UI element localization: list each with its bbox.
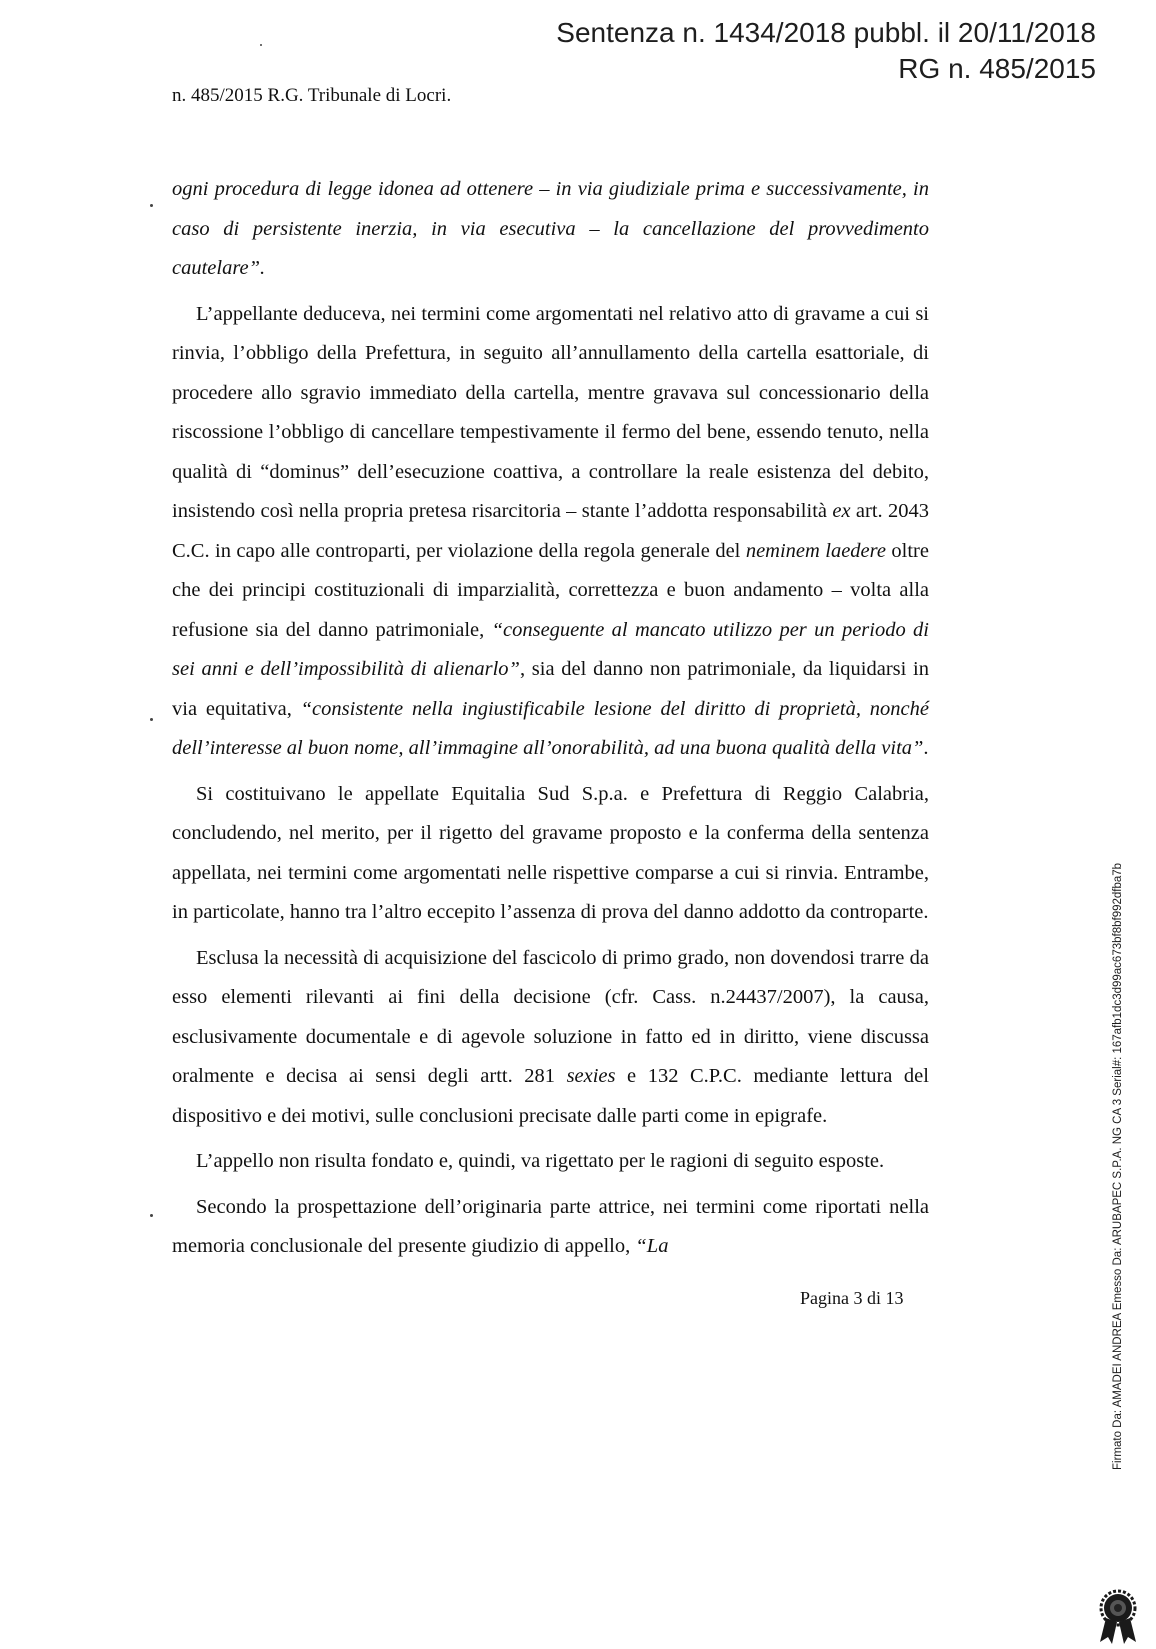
paragraph-2-ex: ex	[832, 500, 851, 522]
page-number: Pagina 3 di 13	[800, 1288, 904, 1308]
scan-speck	[150, 204, 153, 207]
sentence-stamp-line2: RG n. 485/2015	[898, 53, 1096, 84]
paragraph-4-sexies: sexies	[566, 1065, 616, 1087]
digital-signature-text: Firmato Da: AMADEI ANDREA Emesso Da: ARUBAPEC S.P.A. NG CA 3 Serial#: 167afb1dc3d99ac673bf8bf992dfba7b	[1112, 862, 1124, 1470]
digital-signature-seal-icon	[1092, 1588, 1144, 1646]
paragraph-5: L’appello non risulta fondato e, quindi, va rigettato per le ragioni di seguito esposte.	[196, 1150, 885, 1172]
paragraph-6-quote-start: “La	[635, 1235, 669, 1257]
paragraph-2-neminem: neminem laedere	[745, 539, 886, 562]
case-reference-header: n. 485/2015 R.G. Tribunale di Locri.	[172, 85, 452, 106]
paragraph-2	[172, 295, 929, 769]
scan-speck	[260, 44, 262, 46]
paragraph-2-text-e: oltre che dei principi costituzionali di imparzialità, correttezza e buon andamento – volta alla refusione sia del danno patrimoniale,	[172, 539, 929, 641]
paragraph-4	[172, 939, 929, 1137]
paragraph-1	[172, 170, 929, 289]
paragraph-2-text-i: .	[923, 737, 929, 759]
scan-speck	[150, 1214, 153, 1217]
paragraph-2-text-a: L’appellante deduceva, nei termini come argomentati nel relativo atto di gravame a cui si rinvia, l’obbligo della Prefettura, in seguito all’annullamento della cartella esattoriale, di procedere allo sgravio immediato della cartella, mentre gravava sul concessionario della riscossione l’obbligo di cancellare tempestivamente il fermo del bene, essendo tenuto, nella qualità di “dominus” dell’esecuzione coattiva, a controllare la reale esistenza del debito, insistendo così nella propria pretesa risarcitoria – stante l’addotta responsabilità	[172, 302, 929, 522]
paragraph-4-text-a: Esclusa la necessità di acquisizione del fascicolo di primo grado, non dovendosi trarre da esso elementi rilevanti ai fini della decisione (cfr. Cass. n.24437/2007), la causa, esclusivamente documentale e di agevole soluzione in fatto ed in diritto, viene discussa oralmente e decisa ai sensi degli artt. 281	[172, 946, 929, 1087]
paragraph-3: Si costituivano le appellate Equitalia Sud S.p.a. e Prefettura di Reggio Calabria, concludendo, nel merito, per il rigetto del gravame proposto e la conferma della sentenza appellata, nei termini come argomentati nelle rispettive comparse a cui si rinvia. Entrambe, in particolate, hanno tra l’altro eccepito l’assenza di prova del danno addotto da controparte.	[172, 782, 929, 923]
sentence-stamp-line1: Sentenza n. 1434/2018 pubbl. il 20/11/2018	[556, 17, 1096, 48]
paragraph-2-quote-2: “consistente nella ingiustificabile lesione del diritto di proprietà, nonché dell’interesse al buon nome, all’immagine all’onorabilità, ad una buona qualità della vita”	[172, 697, 929, 759]
paragraph-1-quote: ogni procedura di legge idonea ad ottenere – in via giudiziale prima e successivamente, in caso di persistente inerzia, in via esecutiva – la cancellazione del provvedimento cautelare”.	[172, 178, 929, 279]
paragraph-2-text-c: art. 2043 C.C. in capo alle controparti, per violazione della regola generale del	[172, 500, 929, 562]
paragraph-4-text-c: e 132 C.P.C. mediante lettura del dispositivo e dei motivi, sulle conclusioni precisate dalle parti come in epigrafe.	[172, 1065, 929, 1127]
paragraph-2-quote-1: “conseguente al mancato utilizzo per un periodo di sei anni e dell’impossibilità di alienarlo”	[172, 618, 930, 680]
paragraph-6	[172, 1188, 929, 1267]
paragraph-2-text-g: , sia del danno non patrimoniale, da liquidarsi in via equitativa,	[172, 658, 929, 720]
document-body	[172, 170, 929, 1267]
scan-speck	[150, 718, 153, 721]
paragraph-6-text-a: Secondo la prospettazione dell’originaria parte attrice, nei termini come riportati nella memoria conclusionale del presente giudizio di appello,	[172, 1195, 929, 1257]
